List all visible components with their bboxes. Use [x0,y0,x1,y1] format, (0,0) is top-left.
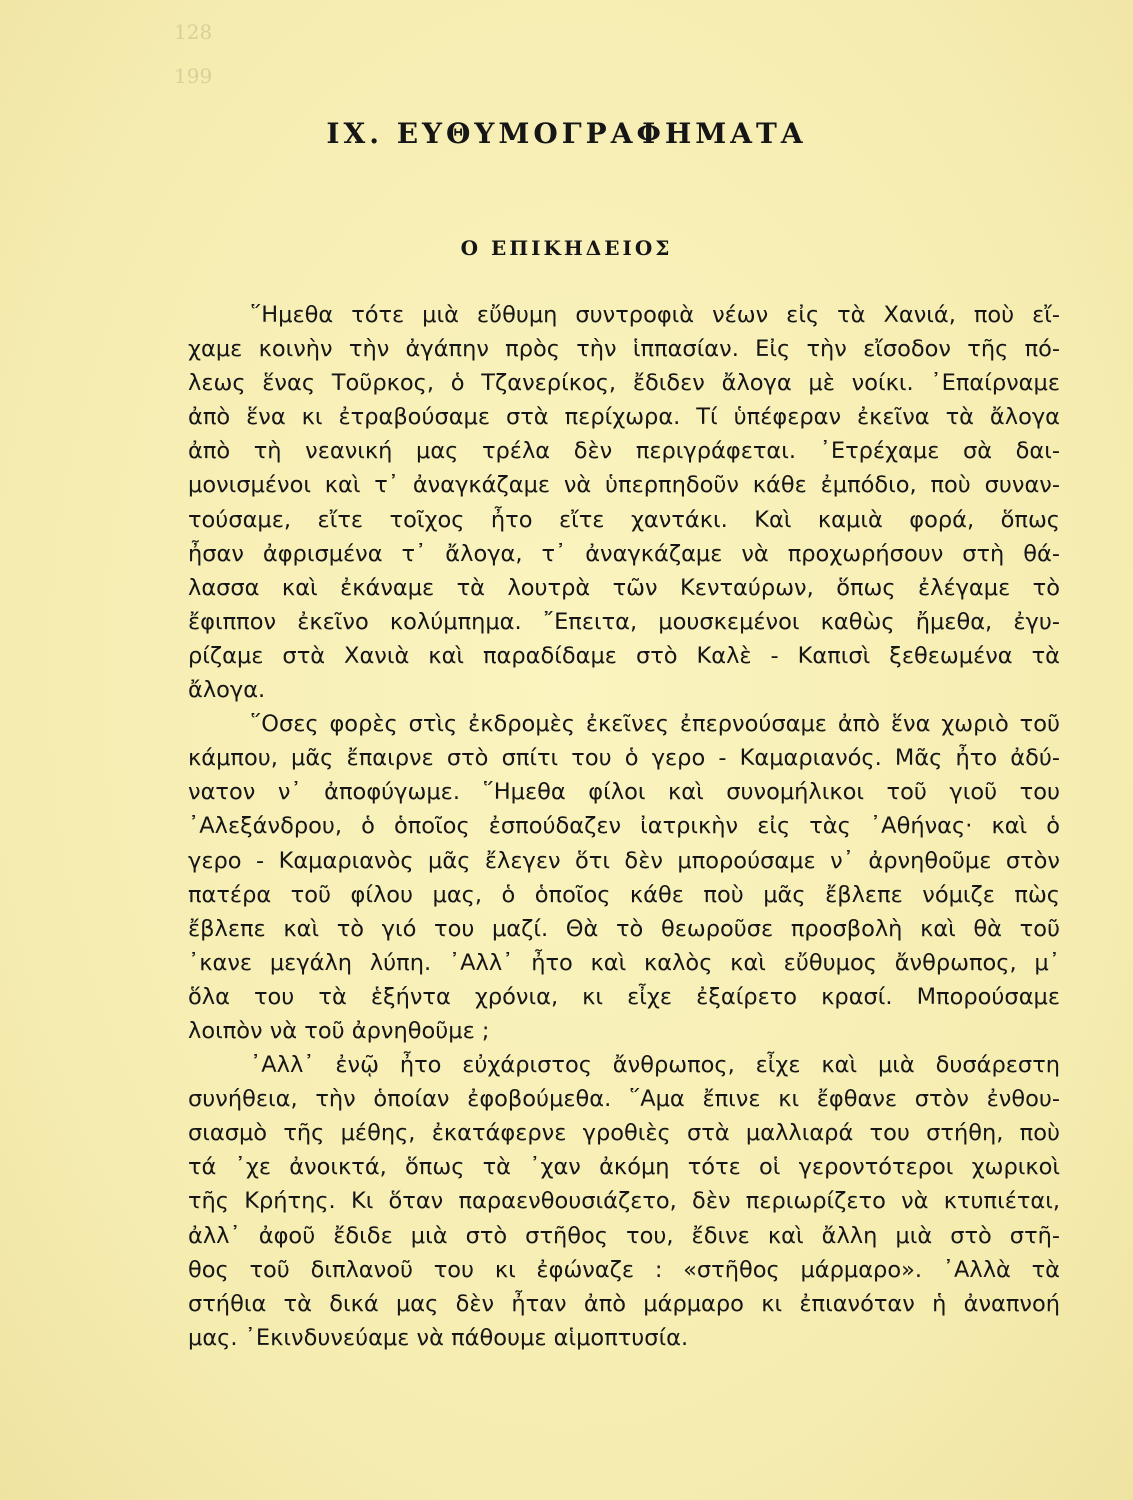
text-line: ῞Ημεθα τότε μιὰ εὔθυμη συντροφιὰ νέων εἰς τὰ Χανιά, ποὺ εἴ- [250,302,1060,328]
text-line: ῞Οσες φορὲς στὶς ἐκδρομὲς ἐκεῖνες ἐπερνούσαμε ἀπὸ ἕνα χωριὸ τοῦ [250,711,1060,738]
page-number-faded-2: 199 [174,64,213,88]
body-text [188,298,1060,1355]
text-line: ἦσαν ἀφρισμένα τ᾿ ἄλογα, τ᾿ ἀναγκάζαμε νὰ προχωρήσουν στὴ θά- [188,540,1060,567]
text-line: θος τοῦ διπλανοῦ του κι ἐφώναζε : «στῆθος μάρμαρο». ᾿Αλλὰ τὰ [188,1256,1060,1283]
text-line: ἀπὸ τὴ νεανική μας τρέλα δὲν περιγράφεται. ᾿Ετρέχαμε σὰ δαι- [188,438,1060,465]
text-line: ἀλλ᾿ ἀφοῦ ἔδιδε μιὰ στὸ στῆθος του, ἔδινε καὶ ἄλλη μιὰ στὸ στῆ- [188,1222,1060,1249]
text-line: μονισμένοι καὶ τ᾿ ἀναγκάζαμε νὰ ὑπερπηδοῦν κάθε ἐμπόδιο, ποὺ συναν- [188,472,1060,499]
text-line: ἔβλεπε καὶ τὸ γιό του μαζί. Θὰ τὸ θεωροῦσε προσβολὴ καὶ θὰ τοῦ [188,915,1060,942]
text-line: σιασμὸ τῆς μέθης, ἐκατάφερνε γροθιὲς στὰ μαλλιαρά του στήθη, ποὺ [188,1120,1060,1147]
text-line: ᾿κανε μεγάλη λύπη. ᾿Αλλ᾿ ἦτο καὶ καλὸς καὶ εὔθυμος ἄνθρωπος, μ᾿ [188,949,1060,976]
text-line: μας. ᾿Εκινδυνεύαμε νὰ πάθουμε αἱμοπτυσία. [188,1324,689,1351]
text-line: χαμε κοινὴν τὴν ἀγάπην πρὸς τὴν ἱππασίαν. Εἰς τὴν εἴσοδον τῆς πό- [188,336,1060,363]
text-line: λοιπὸν νὰ τοῦ ἀρνηθοῦμε ; [188,1017,490,1044]
text-line: ᾿Αλλ᾿ ἐνῷ ἦτο εὐχάριστος ἄνθρωπος, εἶχε καὶ μιὰ δυσάρεστη [250,1052,1060,1079]
text-line: ὅλα του τὰ ἑξήντα χρόνια, κι εἶχε ἐξαίρετο κρασί. Μπορούσαμε [188,983,1060,1010]
text-line: συνήθεια, τὴν ὁποίαν ἐφοβούμεθα. ῞Αμα ἔπινε κι ἔφθανε στὸν ἐνθου- [188,1086,1060,1113]
text-line: στήθια τὰ δικά μας δὲν ἦταν ἀπὸ μάρμαρο κι ἐπιανόταν ἡ ἀναπνοή [188,1290,1060,1317]
text-line: κάμπου, μᾶς ἔπαιρνε στὸ σπίτι του ὁ γερο - Καμαριανός. Μᾶς ἦτο ἀδύ- [188,745,1060,772]
text-line: πατέρα τοῦ φίλου μας, ὁ ὁποῖος κάθε ποὺ μᾶς ἔβλεπε νόμιζε πὼς [188,881,1060,908]
text-line: ρίζαμε στὰ Χανιὰ καὶ παραδίδαμε στὸ Καλὲ - Καπισὶ ξεθεωμένα τὰ [188,642,1060,669]
text-line: ἔφιππον ἐκεῖνο κολύμπημα. ῎Επειτα, μουσκεμένοι καθὼς ἤμεθα, ἐγυ- [188,608,1060,635]
text-line: λασσα καὶ ἐκάναμε τὰ λουτρὰ τῶν Κενταύρων, ὅπως ἐλέγαμε τὸ [188,574,1060,601]
text-line: ἄλογα. [188,677,266,704]
text-line: γερο - Καμαριανὸς μᾶς ἔλεγεν ὅτι δὲν μπορούσαμε ν᾿ ἀρνηθοῦμε στὸν [188,847,1060,874]
chapter-title: IX. ΕΥΘΥΜΟΓΡΑΦΗΜΑΤΑ [326,117,807,150]
text-line: ἀπὸ ἕνα κι ἐτραβούσαμε στὰ περίχωρα. Τί ὑπέφεραν ἐκεῖνα τὰ ἄλογα [188,404,1060,431]
text-line: ᾿Αλεξάνδρου, ὁ ὁποῖος ἐσπούδαζεν ἰατρικὴν εἰς τὰς ᾿Αθήνας· καὶ ὁ [188,813,1060,840]
text-line: νατον ν᾿ ἀποφύγωμε. ῞Ημεθα φίλοι καὶ συνομήλικοι τοῦ γιοῦ του [188,779,1060,806]
text-line: τούσαμε, εἴτε τοῖχος ἦτο εἴτε χαντάκι. Καὶ καμιὰ φορά, ὅπως [188,506,1060,533]
section-title: Ο ΕΠΙΚΗΔΕΙΟΣ [460,236,673,260]
text-line: τά ᾿χε ἀνοικτά, ὅπως τὰ ᾿χαν ἀκόμη τότε οἱ γεροντότεροι χωρικοὶ [188,1154,1060,1181]
text-line: λεως ἕνας Τοῦρκος, ὁ Τζανερίκος, ἔδιδεν ἄλογα μὲ νοίκι. ᾿Επαίρναμε [188,370,1060,397]
page-number-faded: 128 [174,20,213,44]
text-line: τῆς Κρήτης. Κι ὅταν παραενθουσιάζετο, δὲν περιωρίζετο νὰ κτυπιέται, [188,1188,1060,1215]
